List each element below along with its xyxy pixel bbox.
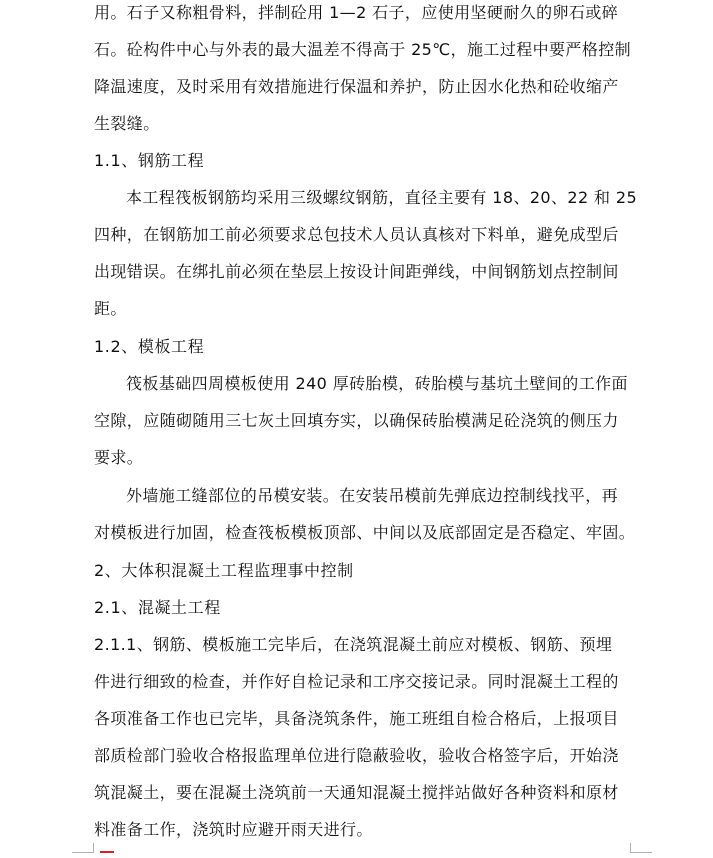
section-heading: 2.1、混凝土工程 (94, 598, 221, 617)
paragraph-line: 本工程筏板钢筋均采用三级螺纹钢筋，直径主要有 18、20、22 和 25 (126, 188, 638, 207)
paragraph-line: 用。石子又称粗骨料，拌制砼用 1—2 石子，应使用坚硬耐久的卵石或碎 (94, 3, 619, 22)
paragraph-line: 2.1.1、钢筋、模板施工完毕后，在浇筑混凝土前应对模板、钢筋、预埋 (94, 635, 613, 654)
margin-marker-left (72, 852, 94, 853)
paragraph-line: 部质检部门验收合格报监理单位进行隐蔽验收，验收合格签字后，开始浇 (94, 746, 619, 765)
paragraph-line: 件进行细致的检查，并作好自检记录和工序交接记录。同时混凝土工程的 (94, 672, 619, 691)
paragraph-line: 各项准备工作也已完毕，具备浇筑条件，施工班组自检合格后，上报项目 (94, 709, 619, 728)
margin-marker-right (630, 852, 652, 853)
cursor-marker (100, 851, 114, 853)
margin-marker-left-vertical (93, 843, 94, 853)
paragraph-line: 石。砼构件中心与外表的最大温差不得高于 25℃，施工过程中要严格控制 (94, 40, 632, 59)
paragraph-line: 筏板基础四周模板使用 240 厚砖胎模，砖胎模与基坑土壁间的工作面 (126, 374, 628, 393)
paragraph-line: 降温速度，及时采用有效措施进行保温和养护，防止因水化热和砼收缩产 (94, 77, 619, 96)
paragraph-line: 要求。 (94, 448, 144, 467)
paragraph-line: 生裂缝。 (94, 114, 160, 133)
margin-marker-right-vertical (630, 843, 631, 853)
paragraph-line: 外墙施工缝部位的吊模安装。在安装吊模前先弹底边控制线找平，再 (126, 486, 619, 505)
section-heading: 1.2、模板工程 (94, 337, 205, 356)
section-heading: 2、大体积混凝土工程监理事中控制 (94, 561, 354, 580)
section-heading: 1.1、钢筋工程 (94, 151, 205, 170)
paragraph-line: 对模板进行加固，检查筏板模板顶部、中间以及底部固定是否稳定、牢固。 (94, 523, 636, 542)
paragraph-line: 出现错误。在绑扎前必须在垫层上按设计间距弹线，中间钢筋划点控制间 (94, 262, 619, 281)
paragraph-line: 空隙，应随砌随用三七灰土回填夯实，以确保砖胎模满足砼浇筑的侧压力 (94, 411, 619, 430)
paragraph-line: 四种，在钢筋加工前必须要求总包技术人员认真核对下料单，避免成型后 (94, 225, 619, 244)
paragraph-line: 距。 (94, 299, 127, 318)
paragraph-line: 料准备工作，浇筑时应避开雨天进行。 (94, 820, 373, 839)
paragraph-line: 筑混凝土，要在混凝土浇筑前一天通知混凝土搅拌站做好各种资料和原材 (94, 783, 619, 802)
